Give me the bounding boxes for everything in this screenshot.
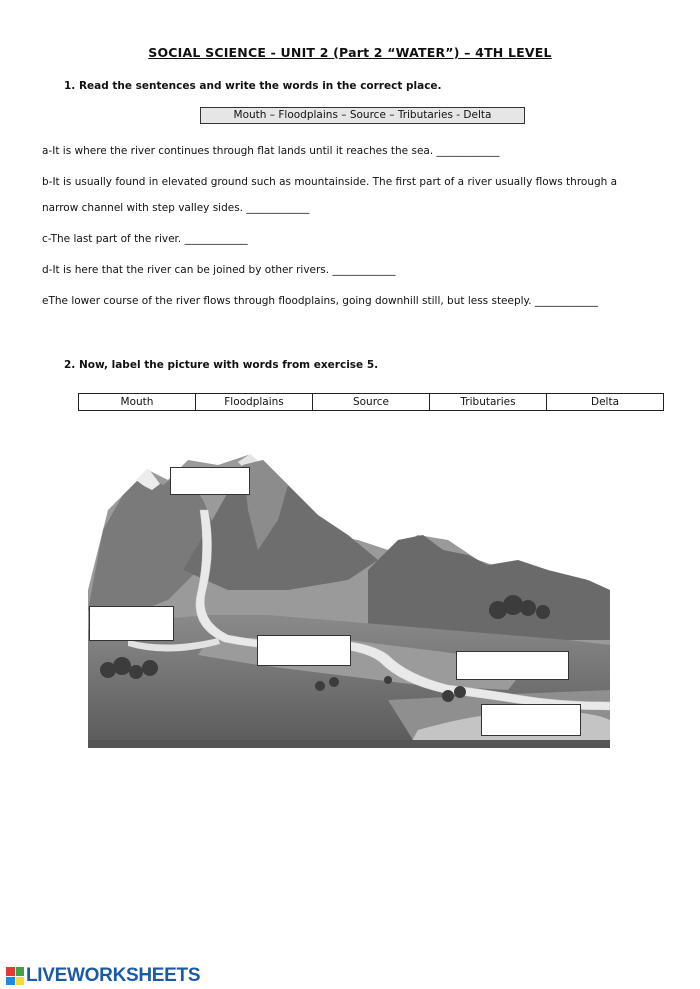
word-delta: Delta xyxy=(590,396,619,408)
sentence-d: d-It is here that the river can be joined by other rivers. ____________ xyxy=(42,264,396,276)
worksheet-title: SOCIAL SCIENCE - UNIT 2 (Part 2 “WATER”) – 4TH LEVEL xyxy=(148,45,552,60)
word-bank-exercise-2 xyxy=(78,393,664,411)
sentence-b-line-1: b-It is usually found in elevated ground such as mountainside. The first part of a river usually flows through a xyxy=(42,176,618,188)
word-source: Source xyxy=(313,394,430,410)
liveworksheets-logo-text: LIVEWORKSHEETS xyxy=(26,965,201,986)
logo-square-blue xyxy=(6,977,15,986)
word-tributaries: Tributaries xyxy=(430,394,547,410)
label-box-bottom-right[interactable] xyxy=(481,704,581,736)
sentence-a: a-It is where the river continues through flat lands until it reaches the sea. ____________ xyxy=(42,145,500,157)
logo-square-green xyxy=(16,967,25,976)
liveworksheets-logo xyxy=(6,963,200,989)
sentence-c: c-The last part of the river. ____________ xyxy=(42,233,248,245)
logo-square-yellow xyxy=(16,977,25,986)
exercise-1-instruction: 1. Read the sentences and write the words in the correct place. xyxy=(64,80,442,92)
river-landscape-illustration xyxy=(88,440,610,748)
liveworksheets-logo-icon xyxy=(6,967,24,985)
exercise-2-instruction: 2. Now, label the picture with words from exercise 5. xyxy=(64,359,379,371)
logo-square-red xyxy=(6,967,15,976)
word-mouth: Mouth xyxy=(79,394,196,410)
label-box-left[interactable] xyxy=(89,606,174,641)
label-box-right[interactable] xyxy=(456,651,569,680)
label-box-top[interactable] xyxy=(170,467,250,495)
word-floodplains: Floodplains xyxy=(196,394,313,410)
sentence-e: eThe lower course of the river flows through floodplains, going downhill still, but less steeply. ____________ xyxy=(42,295,598,307)
sentence-b-line-2: narrow channel with step valley sides. ____________ xyxy=(42,202,310,214)
label-box-center[interactable] xyxy=(257,635,351,666)
word-bank-exercise-1: Mouth – Floodplains – Source – Tributaries - Delta xyxy=(200,107,525,124)
